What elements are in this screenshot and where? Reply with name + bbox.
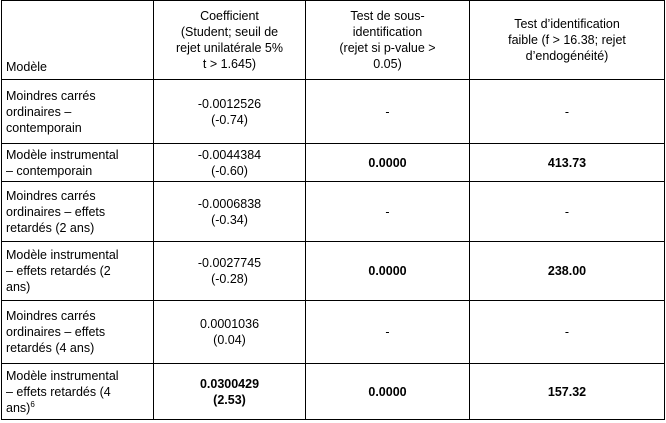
identification-faible-cell: - <box>470 80 665 144</box>
coefficient-cell: 0.0001036 (0.04) <box>154 301 306 364</box>
table-row <box>2 242 665 301</box>
table-row <box>2 80 665 144</box>
results-table <box>1 0 665 420</box>
identification-faible-cell: - <box>470 182 665 242</box>
header-identification-faible: Test d’identification faible (f > 16.38; rejet d’endogénéité) <box>470 1 665 80</box>
model-cell: Modèle instrumental – contemporain <box>2 144 154 182</box>
coefficient-cell: -0.0012526 (-0.74) <box>154 80 306 144</box>
model-cell: Moindres carrés ordinaires – effets retardés (2 ans) <box>2 182 154 242</box>
model-cell: Moindres carrés ordinaires – effets retardés (4 ans) <box>2 301 154 364</box>
sous-identification-cell: 0.0000 <box>306 144 470 182</box>
model-cell: Moindres carrés ordinaires – contemporain <box>2 80 154 144</box>
coefficient-cell: 0.0300429 (2.53) <box>154 364 306 420</box>
footnote-marker: 6 <box>30 399 35 409</box>
sous-identification-cell: - <box>306 80 470 144</box>
coefficient-cell: -0.0006838 (-0.34) <box>154 182 306 242</box>
identification-faible-cell: 413.73 <box>470 144 665 182</box>
table-row <box>2 144 665 182</box>
sous-identification-cell: 0.0000 <box>306 364 470 420</box>
coefficient-cell: -0.0044384 (-0.60) <box>154 144 306 182</box>
model-cell: Modèle instrumental – effets retardés (2 ans) <box>2 242 154 301</box>
header-sous-identification: Test de sous- identification (rejet si p-value > 0.05) <box>306 1 470 80</box>
identification-faible-cell: - <box>470 301 665 364</box>
model-cell: Modèle instrumental – effets retardés (4 ans)$^6$ <box>2 364 154 420</box>
identification-faible-cell: 238.00 <box>470 242 665 301</box>
header-model: Modèle <box>2 1 154 80</box>
header-row <box>2 1 665 80</box>
identification-faible-cell: 157.32 <box>470 364 665 420</box>
coefficient-cell: -0.0027745 (-0.28) <box>154 242 306 301</box>
table-row <box>2 182 665 242</box>
sous-identification-cell: - <box>306 301 470 364</box>
table-row <box>2 301 665 364</box>
sous-identification-cell: 0.0000 <box>306 242 470 301</box>
sous-identification-cell: - <box>306 182 470 242</box>
table-row <box>2 364 665 420</box>
header-coefficient: Coefficient (Student; seuil de rejet unilatérale 5% t > 1.645) <box>154 1 306 80</box>
